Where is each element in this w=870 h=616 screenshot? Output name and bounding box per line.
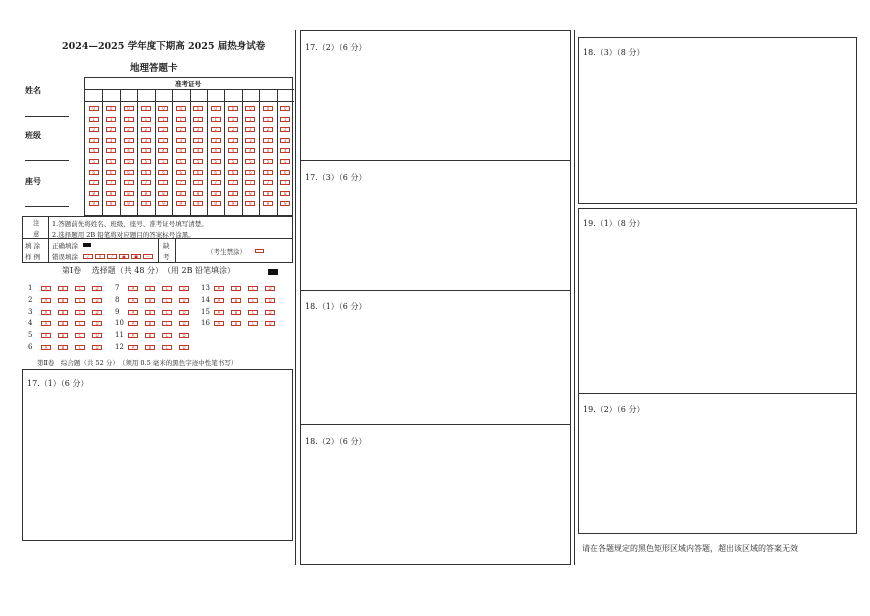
answer-label-18-1: 18.（1）（6 分） xyxy=(305,302,367,311)
ticket-bubble[interactable]: 4 xyxy=(263,148,273,153)
column-divider-2 xyxy=(574,30,575,565)
choice-bubble-13-D[interactable]: D xyxy=(265,286,275,291)
ticket-bubble[interactable]: 2 xyxy=(141,127,151,132)
class-field[interactable] xyxy=(25,160,69,161)
ticket-bubble[interactable]: 5 xyxy=(89,159,99,164)
choice-bubble-10-A[interactable]: A xyxy=(128,321,138,326)
correct-fill-label: 正确填涂 xyxy=(52,242,78,250)
choice-bubble-7-C[interactable]: C xyxy=(162,286,172,291)
ticket-bubble[interactable]: 2 xyxy=(89,127,99,132)
question-number: 14 xyxy=(201,295,210,304)
ticket-bubble[interactable]: 2 xyxy=(245,127,255,132)
question-number: 15 xyxy=(201,307,210,316)
choice-bubble-2-C[interactable]: C xyxy=(75,298,85,303)
ticket-bubble[interactable]: 9 xyxy=(228,201,238,206)
choice-bubble-6-A[interactable]: A xyxy=(41,345,51,350)
ticket-bubble[interactable]: 7 xyxy=(106,180,116,185)
choice-bubble-13-A[interactable]: A xyxy=(214,286,224,291)
ticket-bubble[interactable]: 6 xyxy=(211,170,221,175)
fill-label-2: 样 例 xyxy=(25,253,41,261)
choice-bubble-12-A[interactable]: A xyxy=(128,345,138,350)
choice-bubble-10-D[interactable]: D xyxy=(179,321,189,326)
ticket-bubble[interactable]: 5 xyxy=(124,159,134,164)
ticket-bubble[interactable]: 9 xyxy=(89,201,99,206)
ticket-bubble[interactable]: 0 xyxy=(211,106,221,111)
ticket-bubble[interactable]: 9 xyxy=(124,201,134,206)
ticket-bubble[interactable]: 3 xyxy=(124,138,134,143)
absent-label-2: 考 xyxy=(163,253,170,261)
ticket-bubble[interactable]: 5 xyxy=(211,159,221,164)
ticket-bubble[interactable]: 4 xyxy=(158,148,168,153)
ticket-bubble[interactable]: 5 xyxy=(193,159,203,164)
ticket-bubble[interactable]: 4 xyxy=(280,148,290,153)
choice-bubble-11-A[interactable]: A xyxy=(128,333,138,338)
correct-fill-sample xyxy=(83,243,91,247)
ticket-bubble[interactable]: 4 xyxy=(89,148,99,153)
choice-bubble-11-D[interactable]: D xyxy=(179,333,189,338)
ticket-bubble[interactable]: 3 xyxy=(89,138,99,143)
ticket-bubble[interactable]: 7 xyxy=(228,180,238,185)
ticket-bubble[interactable]: 6 xyxy=(141,170,151,175)
ticket-bubble[interactable]: 6 xyxy=(280,170,290,175)
answer-label-19-2: 19.（2）（6 分） xyxy=(583,405,645,414)
ticket-bubble[interactable]: 0 xyxy=(158,106,168,111)
choice-bubble-1-B[interactable]: B xyxy=(58,286,68,291)
ticket-bubble[interactable]: 1 xyxy=(280,117,290,122)
ticket-bubble[interactable]: 8 xyxy=(106,191,116,196)
answer-box-17-1[interactable] xyxy=(22,369,293,541)
choice-bubble-1-A[interactable]: A xyxy=(41,286,51,291)
notes-line-2: 2.选择题用 2B 铅笔将对应题目的答案标号涂黑。 xyxy=(52,231,195,239)
ticket-bubble[interactable]: 7 xyxy=(89,180,99,185)
ticket-bubble[interactable]: 7 xyxy=(124,180,134,185)
ticket-bubble[interactable]: 1 xyxy=(106,117,116,122)
question-number: 6 xyxy=(28,343,33,351)
choice-bubble-13-B[interactable]: B xyxy=(231,286,241,291)
ticket-bubble[interactable]: 0 xyxy=(228,106,238,111)
absent-text: （考生禁涂） xyxy=(207,248,246,256)
section1-title: 第Ⅰ卷 选择题（共 48 分） （用 2B 铅笔填涂） xyxy=(62,266,236,275)
ticket-bubble[interactable]: 3 xyxy=(193,138,203,143)
choice-bubble-5-D[interactable]: D xyxy=(92,333,102,338)
ticket-bubble[interactable]: 0 xyxy=(176,106,186,111)
ticket-bubble[interactable]: 3 xyxy=(245,138,255,143)
choice-bubble-7-D[interactable]: D xyxy=(179,286,189,291)
ticket-bubble[interactable]: 5 xyxy=(245,159,255,164)
ticket-bubble[interactable]: 3 xyxy=(176,138,186,143)
choice-bubble-14-C[interactable]: C xyxy=(248,298,258,303)
ticket-bubble[interactable]: 2 xyxy=(280,127,290,132)
question-number: 1 xyxy=(28,284,33,292)
choice-bubble-8-B[interactable]: B xyxy=(145,298,155,303)
choice-bubble-8-A[interactable]: A xyxy=(128,298,138,303)
ticket-bubble[interactable]: 1 xyxy=(176,117,186,122)
footer-note: 请在各题规定的黑色矩形区域内答题，超出该区域的答案无效 xyxy=(582,544,798,553)
seat-field[interactable] xyxy=(25,206,69,207)
wrong-fill-sample-6: — xyxy=(143,254,153,259)
choice-bubble-9-A[interactable]: A xyxy=(128,310,138,315)
wrong-fill-sample-4: ● xyxy=(119,254,129,259)
ticket-bubble[interactable]: 8 xyxy=(228,191,238,196)
choice-bubble-5-C[interactable]: C xyxy=(75,333,85,338)
column-divider-1 xyxy=(295,30,296,565)
ticket-bubble[interactable]: 5 xyxy=(280,159,290,164)
choice-bubble-9-C[interactable]: C xyxy=(162,310,172,315)
ticket-bubble[interactable]: 4 xyxy=(106,148,116,153)
ticket-bubble[interactable]: 1 xyxy=(263,117,273,122)
ticket-bubble[interactable]: 7 xyxy=(141,180,151,185)
ticket-bubble[interactable]: 1 xyxy=(89,117,99,122)
choice-bubble-5-B[interactable]: B xyxy=(58,333,68,338)
section1-mark xyxy=(268,269,278,275)
ticket-bubble[interactable]: 6 xyxy=(263,170,273,175)
question-number: 10 xyxy=(115,319,124,328)
choice-bubble-15-C[interactable]: C xyxy=(248,310,258,315)
ticket-bubble[interactable]: 2 xyxy=(211,127,221,132)
notes-label-1: 注 xyxy=(33,219,40,227)
choice-bubble-15-B[interactable]: B xyxy=(231,310,241,315)
class-label: 班级 xyxy=(25,130,41,140)
ticket-bubble[interactable]: 5 xyxy=(158,159,168,164)
ticket-bubble[interactable]: 3 xyxy=(158,138,168,143)
choice-bubble-15-D[interactable]: D xyxy=(265,310,275,315)
card-title: 地理答题卡 xyxy=(130,63,178,74)
choice-bubble-7-A[interactable]: A xyxy=(128,286,138,291)
choice-bubble-16-C[interactable]: C xyxy=(248,321,258,326)
question-number: 8 xyxy=(115,295,120,304)
ticket-bubble[interactable]: 4 xyxy=(124,148,134,153)
ticket-bubble[interactable]: 2 xyxy=(106,127,116,132)
choice-bubble-9-B[interactable]: B xyxy=(145,310,155,315)
ticket-bubble[interactable]: 1 xyxy=(158,117,168,122)
ticket-bubble[interactable]: 0 xyxy=(193,106,203,111)
choice-bubble-16-A[interactable]: A xyxy=(214,321,224,326)
choice-bubble-14-D[interactable]: D xyxy=(265,298,275,303)
name-field[interactable] xyxy=(25,116,69,117)
ticket-bubble[interactable]: 8 xyxy=(89,191,99,196)
name-label: 姓名 xyxy=(25,85,41,95)
choice-bubble-8-D[interactable]: D xyxy=(179,298,189,303)
ticket-bubble[interactable]: 6 xyxy=(106,170,116,175)
ticket-bubble[interactable]: 7 xyxy=(245,180,255,185)
ticket-bubble[interactable]: 1 xyxy=(228,117,238,122)
ticket-bubble[interactable]: 9 xyxy=(193,201,203,206)
choice-bubble-2-D[interactable]: D xyxy=(92,298,102,303)
ticket-bubble[interactable]: 0 xyxy=(124,106,134,111)
ticket-bubble[interactable]: 7 xyxy=(211,180,221,185)
question-number: 4 xyxy=(28,319,33,328)
choice-bubble-14-B[interactable]: B xyxy=(231,298,241,303)
ticket-bubble[interactable]: 5 xyxy=(228,159,238,164)
ticket-bubble[interactable]: 4 xyxy=(141,148,151,153)
ticket-bubble[interactable]: 9 xyxy=(245,201,255,206)
section2-title: 第Ⅱ卷 综合题（共 52 分） （须用 0.5 毫米的黑色字迹中性笔书写） xyxy=(37,359,238,367)
ticket-bubble[interactable]: 8 xyxy=(124,191,134,196)
ticket-bubble[interactable]: 9 xyxy=(211,201,221,206)
ticket-bubble[interactable]: 8 xyxy=(158,191,168,196)
ticket-bubble[interactable]: 6 xyxy=(89,170,99,175)
choice-bubble-3-D[interactable]: D xyxy=(92,310,102,315)
exam-title: 2024—2025 学年度下期高 2025 届热身试卷 xyxy=(62,41,266,52)
question-number: 9 xyxy=(115,307,120,316)
ticket-bubble[interactable]: 1 xyxy=(211,117,221,122)
choice-bubble-4-B[interactable]: B xyxy=(58,321,68,326)
question-number: 2 xyxy=(28,295,33,304)
ticket-bubble[interactable]: 9 xyxy=(280,201,290,206)
ticket-bubble[interactable]: 1 xyxy=(141,117,151,122)
seat-label: 座号 xyxy=(25,176,41,186)
choice-bubble-3-A[interactable]: A xyxy=(41,310,51,315)
choice-bubble-12-D[interactable]: D xyxy=(179,345,189,350)
choice-bubble-1-C[interactable]: C xyxy=(75,286,85,291)
answer-label-18-2: 18.（2）（6 分） xyxy=(305,437,367,446)
ticket-bubble[interactable]: 0 xyxy=(141,106,151,111)
ticket-label: 准考证号 xyxy=(175,80,201,88)
ticket-bubble[interactable]: 8 xyxy=(263,191,273,196)
ticket-bubble[interactable]: 3 xyxy=(211,138,221,143)
answer-label-17-1: 17.（1）（6 分） xyxy=(27,379,89,388)
ticket-bubble[interactable]: 0 xyxy=(106,106,116,111)
ticket-bubble[interactable]: 4 xyxy=(228,148,238,153)
ticket-bubble[interactable]: 7 xyxy=(193,180,203,185)
ticket-bubble[interactable]: 4 xyxy=(211,148,221,153)
choice-bubble-11-B[interactable]: B xyxy=(145,333,155,338)
question-number: 12 xyxy=(115,343,124,351)
ticket-bubble[interactable]: 6 xyxy=(124,170,134,175)
ticket-bubble[interactable]: 8 xyxy=(141,191,151,196)
ticket-bubble[interactable]: 7 xyxy=(280,180,290,185)
choice-bubble-15-A[interactable]: A xyxy=(214,310,224,315)
choice-bubble-16-D[interactable]: D xyxy=(265,321,275,326)
ticket-bubble[interactable]: 6 xyxy=(176,170,186,175)
fill-label-1: 填 涂 xyxy=(25,242,41,250)
ticket-bubble[interactable]: 8 xyxy=(193,191,203,196)
choice-bubble-8-C[interactable]: C xyxy=(162,298,172,303)
question-number: 11 xyxy=(115,331,124,340)
question-number: 7 xyxy=(115,284,120,292)
ticket-bubble[interactable]: 0 xyxy=(89,106,99,111)
choice-bubble-7-B[interactable]: B xyxy=(145,286,155,291)
choice-bubble-4-C[interactable]: C xyxy=(75,321,85,326)
ticket-bubble[interactable]: 8 xyxy=(245,191,255,196)
ticket-bubble[interactable]: 7 xyxy=(263,180,273,185)
absent-label-1: 缺 xyxy=(163,242,170,250)
ticket-bubble[interactable]: 8 xyxy=(176,191,186,196)
ticket-bubble[interactable]: 3 xyxy=(228,138,238,143)
ticket-bubble[interactable]: 0 xyxy=(245,106,255,111)
ticket-bubble[interactable]: 8 xyxy=(211,191,221,196)
ticket-bubble[interactable]: 2 xyxy=(176,127,186,132)
choice-bubble-12-B[interactable]: B xyxy=(145,345,155,350)
choice-bubble-9-D[interactable]: D xyxy=(179,310,189,315)
choice-bubble-6-D[interactable]: D xyxy=(92,345,102,350)
ticket-bubble[interactable]: 4 xyxy=(193,148,203,153)
question-number: 16 xyxy=(201,319,210,328)
choice-bubble-16-B[interactable]: B xyxy=(231,321,241,326)
ticket-bubble[interactable]: 5 xyxy=(106,159,116,164)
answer-area-19-2[interactable] xyxy=(578,394,857,534)
ticket-bubble[interactable]: 1 xyxy=(193,117,203,122)
ticket-bubble[interactable]: 5 xyxy=(263,159,273,164)
absent-bubble[interactable] xyxy=(255,249,264,253)
choice-bubble-3-B[interactable]: B xyxy=(58,310,68,315)
ticket-bubble[interactable]: 9 xyxy=(158,201,168,206)
wrong-fill-label: 错误填涂 xyxy=(52,253,78,261)
question-number: 3 xyxy=(28,307,33,316)
choice-bubble-10-B[interactable]: B xyxy=(145,321,155,326)
ticket-bubble[interactable]: 6 xyxy=(158,170,168,175)
ticket-bubble[interactable]: 8 xyxy=(280,191,290,196)
ticket-bubble[interactable]: 0 xyxy=(263,106,273,111)
choice-bubble-5-A[interactable]: A xyxy=(41,333,51,338)
question-number: 13 xyxy=(201,284,210,292)
choice-bubble-12-C[interactable]: C xyxy=(162,345,172,350)
ticket-bubble[interactable]: 2 xyxy=(158,127,168,132)
ticket-bubble[interactable]: 6 xyxy=(193,170,203,175)
ticket-bubble[interactable]: 4 xyxy=(245,148,255,153)
choice-bubble-11-C[interactable]: C xyxy=(162,333,172,338)
ticket-bubble[interactable]: 9 xyxy=(141,201,151,206)
ticket-bubble[interactable]: 3 xyxy=(141,138,151,143)
question-number: 5 xyxy=(28,331,33,340)
choice-bubble-2-B[interactable]: B xyxy=(58,298,68,303)
choice-bubble-1-D[interactable]: D xyxy=(92,286,102,291)
ticket-bubble[interactable]: 3 xyxy=(263,138,273,143)
ticket-bubble[interactable]: 7 xyxy=(158,180,168,185)
answer-label-17-3: 17.（3）（6 分） xyxy=(305,173,367,182)
answer-area-19-1[interactable] xyxy=(578,208,857,393)
wrong-fill-sample-1: ✓ xyxy=(83,254,93,259)
ticket-bubble[interactable]: 7 xyxy=(176,180,186,185)
ticket-bubble[interactable]: 9 xyxy=(176,201,186,206)
ticket-bubble[interactable]: 3 xyxy=(106,138,116,143)
notes-label-2: 意 xyxy=(33,230,40,238)
choice-bubble-13-C[interactable]: C xyxy=(248,286,258,291)
ticket-bubble[interactable]: 0 xyxy=(280,106,290,111)
wrong-fill-sample-5: ■ xyxy=(131,254,141,259)
choice-bubble-3-C[interactable]: C xyxy=(75,310,85,315)
choice-bubble-14-A[interactable]: A xyxy=(214,298,224,303)
ticket-bubble[interactable]: 6 xyxy=(245,170,255,175)
ticket-bubble[interactable]: 2 xyxy=(124,127,134,132)
choice-bubble-4-A[interactable]: A xyxy=(41,321,51,326)
choice-bubble-2-A[interactable]: A xyxy=(41,298,51,303)
ticket-bubble[interactable]: 9 xyxy=(106,201,116,206)
answer-label-19-1: 19.（1）（8 分） xyxy=(583,219,645,228)
answer-box-18-3[interactable] xyxy=(578,37,857,204)
choice-bubble-6-B[interactable]: B xyxy=(58,345,68,350)
ticket-bubble[interactable]: 2 xyxy=(228,127,238,132)
notes-line-1: 1.答题前先将姓名、班级、座号、准考证号填写清楚。 xyxy=(52,220,208,228)
answer-label-17-2: 17.（2）（6 分） xyxy=(305,43,367,52)
wrong-fill-sample-2: ✗ xyxy=(95,254,105,259)
answer-label-18-3: 18.（3）（8 分） xyxy=(583,48,645,57)
ticket-bubble[interactable]: 1 xyxy=(245,117,255,122)
ticket-bubble[interactable]: 6 xyxy=(228,170,238,175)
ticket-bubble[interactable]: 5 xyxy=(141,159,151,164)
ticket-bubble[interactable]: 2 xyxy=(263,127,273,132)
ticket-bubble[interactable]: 9 xyxy=(263,201,273,206)
choice-bubble-4-D[interactable]: D xyxy=(92,321,102,326)
choice-bubble-10-C[interactable]: C xyxy=(162,321,172,326)
ticket-bubble[interactable]: 3 xyxy=(280,138,290,143)
ticket-bubble[interactable]: 1 xyxy=(124,117,134,122)
ticket-bubble[interactable]: 4 xyxy=(176,148,186,153)
choice-bubble-6-C[interactable]: C xyxy=(75,345,85,350)
wrong-fill-sample-3: / xyxy=(107,254,117,259)
ticket-grid xyxy=(84,77,293,216)
ticket-bubble[interactable]: 2 xyxy=(193,127,203,132)
ticket-bubble[interactable]: 5 xyxy=(176,159,186,164)
